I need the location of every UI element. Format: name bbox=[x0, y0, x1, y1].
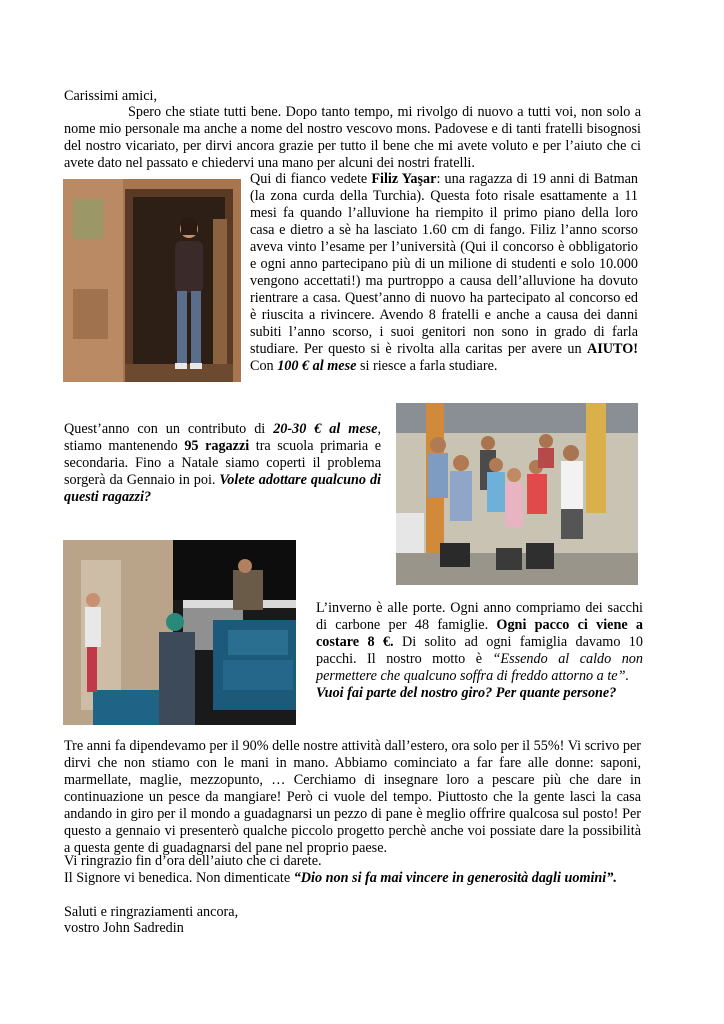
signoff-line-2: vostro John Sadredin bbox=[64, 920, 184, 936]
winter-price: Ogni pacco ci viene a costare 8 €. bbox=[316, 617, 643, 650]
blessing-text: Il Signore vi benedica. Non dimenticate bbox=[64, 870, 294, 886]
winter-paragraph bbox=[316, 600, 643, 702]
closing-paragraph: Tre anni fa dipendevamo per il 90% delle nostre attività dall’estero, ora solo per il 55%! Vi scrivo per dirvi che non stiamo con le mani in mano. Abbiamo cominciato a far fare alle donne: saponi, marmellate, maglie, mezzopunto, … Cerchiamo di insegnare loro a pescare più che dare in continuazione un pesce da mangiare! Però ci vuole del tempo. Piuttosto che la gente lasci la casa andando in giro per il mondo a guadagnarsi un pezzo di pane è meglio offrire qualcosa sul posto! Per questo a gennaio vi presenterò qualche piccolo progetto perchè anche voi possiate dare la possibilità a questa gente di guadagnarsi del pane nel proprio paese. bbox=[64, 738, 641, 856]
filiz-text-1: Qui di fianco vedete bbox=[250, 171, 372, 187]
filiz-photo bbox=[63, 179, 241, 382]
signoff-line-1: Saluti e ringraziamenti ancora, bbox=[64, 904, 239, 920]
winter-text-2: Di solito ad ogni famiglia davamo 10 pacchi. Il nostro motto è bbox=[316, 634, 643, 667]
intro-paragraph: Spero che stiate tutti bene. Dopo tanto tempo, mi rivolgo di nuovo a tutti voi, non solo a nome mio personale ma anche a nome del nostro vescovo mons. Padovese e di tanti fratelli bisognosi del nostro vicariato, per dirvi ancora grazie per tutto il bene che mi avete voluto e per l’aiuto che ci avete dato nel passato e chiedervi una mano per alcuni dei nostri fratelli. bbox=[64, 104, 641, 171]
filiz-aiuto: AIUTO! bbox=[587, 341, 638, 357]
filiz-amount: 100 € al mese bbox=[277, 358, 357, 374]
filiz-text-3: Con bbox=[250, 358, 278, 374]
greeting: Carissimi amici, bbox=[64, 88, 157, 104]
blessing-line bbox=[64, 870, 644, 887]
filiz-paragraph bbox=[250, 171, 638, 375]
filiz-name: Filiz Yaşar bbox=[371, 171, 437, 187]
winter-text-1: L’inverno è alle porte. Ogni anno compriamo dei sacchi di carbone per 48 famiglie. bbox=[316, 600, 643, 633]
filiz-text-4: si riesce a farla studiare. bbox=[356, 358, 498, 374]
students-text-1: Quest’anno con un contributo di bbox=[64, 421, 274, 437]
coal-photo bbox=[63, 540, 296, 725]
filiz-text-2: : una ragazza di 19 anni di Batman (la zona curda della Turchia). Questa foto risale esattamente a 11 mesi fa quando l’alluvione ha riempito il primo piano della loro casa e dietro a sè ha lasciato 1.60 cm di fango. Filiz l’anno scorso aveva vinto l’esame per l’università (Qui il concorso è obbligatorio e ogni anno partecipano più di un milione di studenti e solo 10.000 vengono accettati!) ma purtroppo a causa dell’alluvione ha dovuto rientrare a casa. Quest’anno di nuovo ha partecipato al concorso ed è riuscita a rivincere. Avendo 8 fratelli e anche a causa dei danni subiti l’anno scorso, i suoi genitori non sono in grado di farla studiare. Per questo si è rivolta alla caritas per avere un bbox=[250, 171, 638, 357]
thanks-line: Vi ringrazio fin d’ora dell’aiuto che ci darete. bbox=[64, 853, 322, 869]
students-question: Volete adottare qualcuno di questi ragazzi? bbox=[64, 472, 381, 505]
winter-question: Vuoi fai parte del nostro giro? Per quante persone? bbox=[316, 685, 617, 701]
blessing-quote: “Dio non si fa mai vincere in generosità dagli uomini”. bbox=[293, 870, 617, 886]
students-amount: 20-30 € al mese bbox=[273, 421, 378, 437]
children-photo bbox=[396, 403, 638, 585]
winter-motto: “Essendo al caldo non permettere che qualcuno soffra di freddo attorno a te”. bbox=[316, 651, 643, 684]
students-text-3: tra scuola primaria e secondaria. Fino a Natale siamo coperti il problema sorgerà da Gennaio in poi. bbox=[64, 438, 382, 488]
students-paragraph bbox=[64, 421, 381, 506]
students-count: 95 ragazzi bbox=[184, 438, 250, 454]
students-text-2: , stiamo mantenendo bbox=[64, 421, 381, 454]
